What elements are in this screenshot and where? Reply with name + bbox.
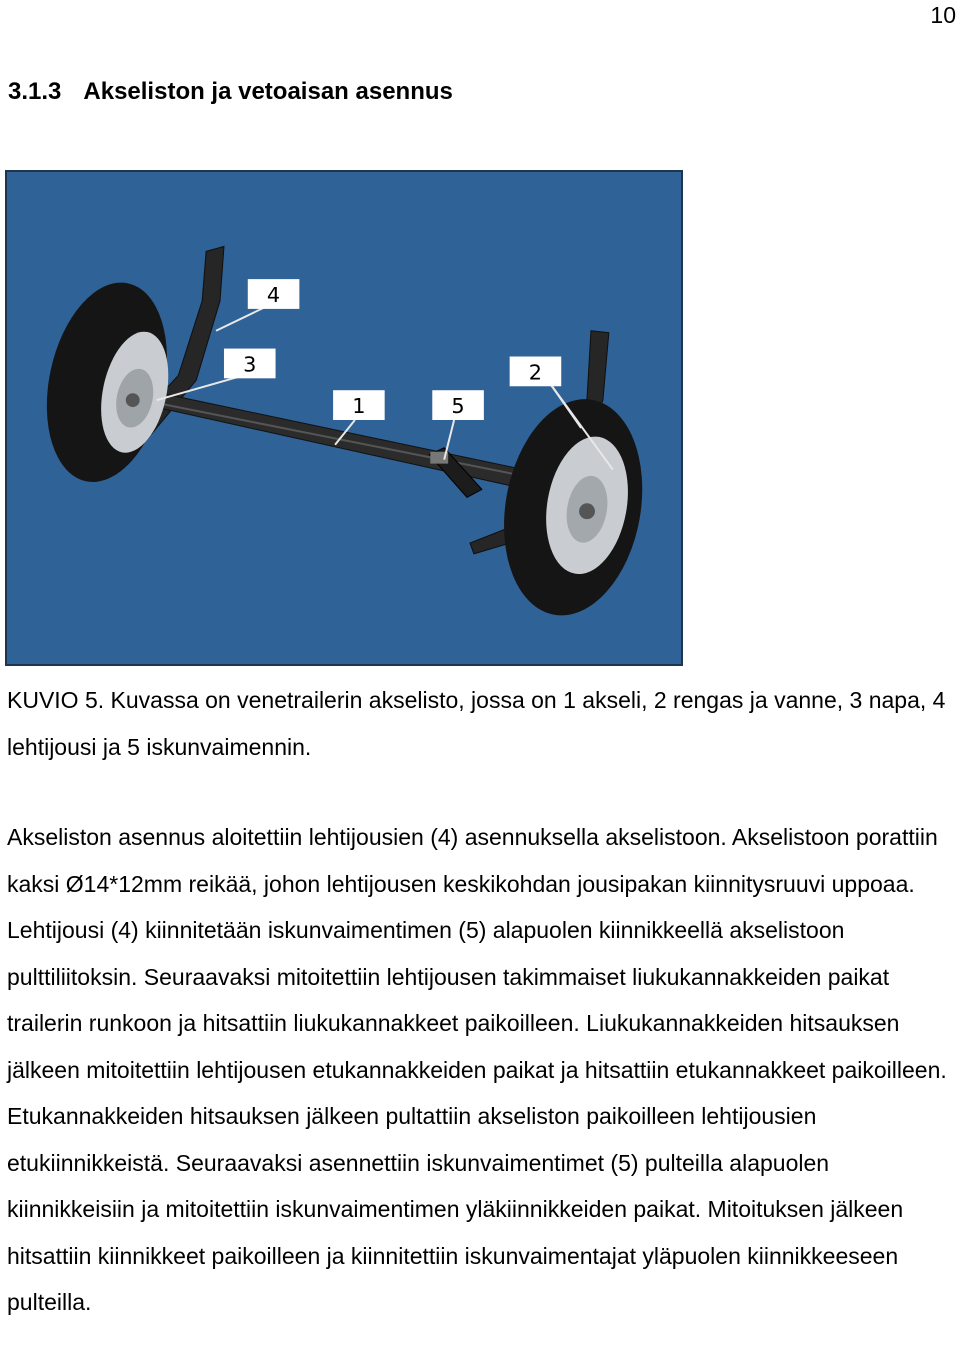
- left-hub-cap: [126, 393, 140, 407]
- section-number: 3.1.3: [8, 78, 62, 105]
- section-title: Akseliston ja vetoaisan asennus: [83, 78, 453, 105]
- section-heading: [8, 78, 453, 106]
- callout-text-1: 1: [352, 394, 366, 419]
- callout-2: [510, 357, 562, 387]
- callout-text-2: 2: [528, 360, 543, 385]
- axle-illustration: [7, 172, 681, 664]
- callout-text-4: 4: [266, 282, 281, 307]
- right-hub-cap: [579, 503, 595, 519]
- page-number: 10: [930, 2, 956, 28]
- callout-4: [248, 279, 300, 309]
- callout-text-5: 5: [451, 394, 465, 419]
- axle-assembly-figure: [5, 170, 683, 666]
- figure-caption: KUVIO 5. Kuvassa on venetrailerin akselisto, jossa on 1 akseli, 2 rengas ja vanne, 3 napa, 4 lehtijousi ja 5 iskunvaimennin.: [7, 687, 946, 760]
- callout-1: [333, 390, 385, 420]
- body-paragraph: Akseliston asennus aloitettiin lehtijousien (4) asennuksella akselistoon. Akselistoon porattiin kaksi Ø14*12mm reikää, johon lehtijousen keskikohdan jousipakan kiinnitysruuvi uppoaa. Lehtijousi (4) kiinnitetään iskunvaimentimen (5) alapuolen kiinnikkeellä akselistoon pulttiliitoksin. Seuraavaksi mitoitettiin lehtijousen takimmaiset liukukannakkeiden paikat trailerin runkoon ja hitsattiin liukukannakkeet paikoilleen. Liukukannakkeiden hitsauksen jälkeen mitoitettiin lehtijousen etukannakkeiden paikat ja hitsattiin etukannakkeet paikoilleen. Etukannakkeiden hitsauksen jälkeen pultattiin akseliston paikoilleen lehtijousien etukiinnikkeistä. Seuraavaksi asennettiin iskunvaimentimet (5) pulteilla alapuolen kiinnikkeisiin ja mitoitettiin iskunvaimentimen yläkiinnikkeiden paikat. Mitoituksen jälkeen hitsattiin kiinnikkeet paikoilleen ja kiinnitettiin iskunvaimentajat yläpuolen kiinnikkeeseen pulteilla.: [7, 824, 947, 1315]
- callout-text-3: 3: [243, 352, 257, 377]
- callout-5: [432, 390, 484, 420]
- callout-3: [224, 349, 276, 379]
